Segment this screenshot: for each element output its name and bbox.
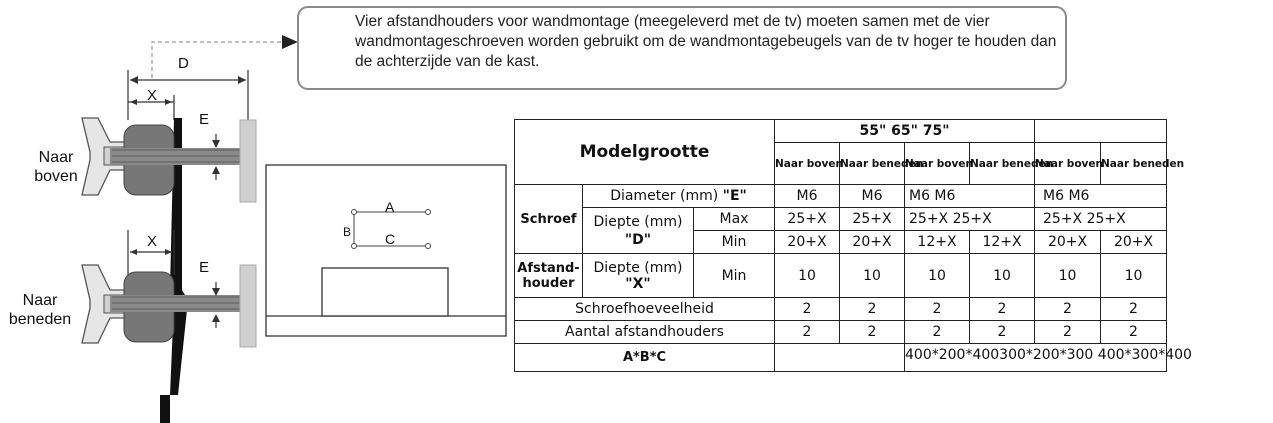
- sizes-header-empty: [1035, 120, 1167, 143]
- acb-empty-cell: [775, 344, 905, 372]
- acb-values-cell: [905, 344, 1192, 372]
- screw-qty-label: Schroefhoeveelheid: [515, 298, 775, 321]
- spacer-min-value-5: 10: [1035, 254, 1101, 298]
- dim-b-label: B: [343, 225, 352, 239]
- dim-c-label: C: [385, 231, 396, 247]
- dim-d-label: D: [178, 55, 189, 72]
- label-naar-boven: Naar boven: [34, 149, 78, 185]
- diameter-value-1: M6: [775, 185, 840, 208]
- screw-qty-2: 2: [840, 298, 905, 321]
- diameter-value-2: M6: [840, 185, 905, 208]
- orient-up-1: Naar boven: [775, 143, 840, 185]
- screw-qty-4: 2: [970, 298, 1035, 321]
- spacer-qty-3: 2: [905, 321, 970, 344]
- min-value-6: 20+X: [1101, 231, 1167, 254]
- spacer-min-value-2: 10: [840, 254, 905, 298]
- spacer-depth-key: "X": [625, 275, 651, 292]
- dim-a-label: A: [385, 199, 395, 215]
- spacer-label: Afstand- houder: [515, 254, 583, 298]
- acb-label: A*B*C: [515, 344, 775, 372]
- diameter-key: "E": [722, 188, 747, 204]
- diameter-label: Diameter (mm): [610, 188, 719, 204]
- max-value-3: 25+X 25+X: [905, 208, 1035, 231]
- spacer-min-value-4: 10: [970, 254, 1035, 298]
- min-value-4: 12+X: [970, 231, 1035, 254]
- acb-values: 400*200*400300*200*300 400*300*400: [905, 347, 1192, 363]
- dim-x-top-label: X: [147, 87, 158, 104]
- spacer-qty-label: Aantal afstandhouders: [515, 321, 775, 344]
- min-label: Min: [694, 231, 775, 254]
- label-naar-beneden: Naar beneden: [8, 292, 72, 328]
- orient-down-1: Naar beneden: [840, 143, 905, 185]
- spacer-depth-label: Diepte (mm): [593, 259, 683, 276]
- dim-e-bottom-label: E: [199, 259, 210, 276]
- top-mount-assembly: [82, 118, 256, 202]
- orient-up-2: Naar boven: [905, 143, 970, 185]
- spacer-qty-4: 2: [970, 321, 1035, 344]
- max-label: Max: [694, 208, 775, 231]
- note-text: Vier afstandhouders voor wandmontage (meegeleverd met de tv) moeten samen met de vier wandmontageschroeven worden gebruikt om de wandmontagebeugels van de tv hoger te houden dan de achterzijde van de kast.: [355, 13, 1057, 70]
- depth-label-cell: [583, 208, 694, 254]
- diameter-label-cell: [583, 185, 775, 208]
- dim-e-top-label: E: [199, 111, 210, 128]
- screw-qty-1: 2: [775, 298, 840, 321]
- screw-qty-5: 2: [1035, 298, 1101, 321]
- orient-down-3: Naar beneden: [1101, 143, 1167, 185]
- leader-dashed-line: [152, 42, 282, 78]
- spacer-qty-6: 2: [1101, 321, 1167, 344]
- screw-label: Schroef: [515, 185, 583, 254]
- depth-label: Diepte (mm): [593, 213, 683, 230]
- orient-down-2: Naar beneden: [970, 143, 1035, 185]
- spacer-min-value-3: 10: [905, 254, 970, 298]
- orient-up-3: Naar boven: [1035, 143, 1101, 185]
- leader-arrow-icon: [282, 35, 298, 49]
- max-value-1: 25+X: [775, 208, 840, 231]
- spacer-min-value-1: 10: [775, 254, 840, 298]
- depth-key: "D": [624, 231, 652, 248]
- screw-qty-3: 2: [905, 298, 970, 321]
- bottom-mount-assembly: [82, 265, 256, 347]
- spacer-min-value-6: 10: [1101, 254, 1167, 298]
- spec-table: [514, 119, 1192, 372]
- min-value-2: 20+X: [840, 231, 905, 254]
- dim-x-bottom-label: X: [147, 233, 158, 250]
- min-value-5: 20+X: [1035, 231, 1101, 254]
- screw-qty-6: 2: [1101, 298, 1167, 321]
- diameter-value-3: M6 M6: [905, 185, 1035, 208]
- model-size-header: Modelgrootte: [515, 120, 775, 185]
- max-value-4: 25+X 25+X: [1035, 208, 1167, 231]
- spacer-min-label: Min: [694, 254, 775, 298]
- spacer-qty-1: 2: [775, 321, 840, 344]
- spacer-depth-cell: [583, 254, 694, 298]
- min-value-3: 12+X: [905, 231, 970, 254]
- sizes-header: 55" 65" 75": [775, 120, 1035, 143]
- spacer-qty-2: 2: [840, 321, 905, 344]
- min-value-1: 20+X: [775, 231, 840, 254]
- spacer-qty-5: 2: [1035, 321, 1101, 344]
- max-value-2: 25+X: [840, 208, 905, 231]
- acb-box-diagram: [266, 165, 506, 336]
- diameter-value-4: M6 M6: [1035, 185, 1167, 208]
